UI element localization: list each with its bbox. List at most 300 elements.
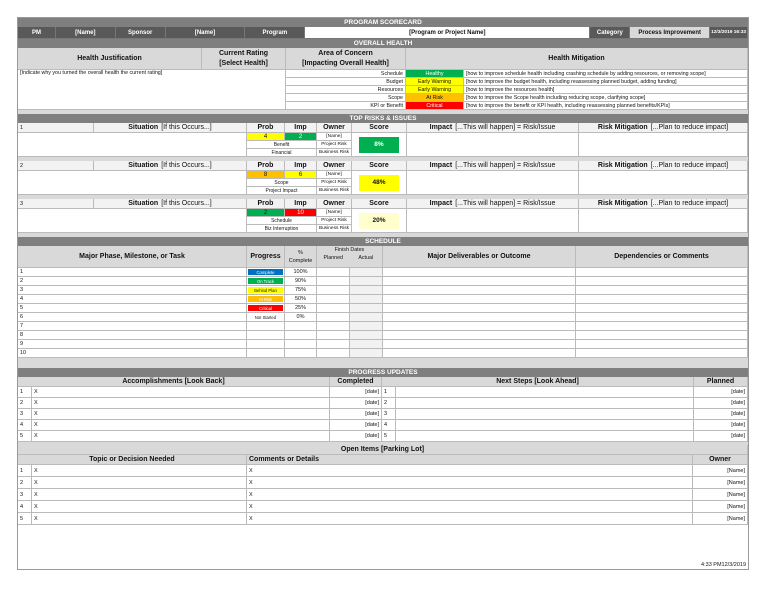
dependency-cell[interactable] (576, 304, 748, 313)
owner-field[interactable]: Business Risk (317, 187, 352, 195)
dependencies-header: Dependencies or Comments (576, 246, 748, 268)
schedule-row (18, 340, 748, 349)
scorecard-title: PROGRAM SCORECARD (18, 18, 748, 27)
progress-row (18, 387, 748, 398)
progress-row (18, 431, 748, 442)
progress-cell (247, 313, 285, 322)
situation-header (94, 199, 247, 209)
task-cell[interactable]: 4 (18, 295, 247, 304)
area-mitigation[interactable]: [how to improve the budget health, including reassessing planned budget, adding funding] (464, 78, 748, 86)
imp-header: Imp (285, 161, 317, 171)
mitigation-text[interactable] (579, 171, 748, 195)
pm-value[interactable]: [Name] (56, 27, 116, 39)
complete-label: Complete (288, 257, 313, 264)
impact-text[interactable] (407, 171, 579, 195)
spacer (18, 358, 748, 368)
topic-cell[interactable]: X (32, 513, 247, 525)
score-header: Score (352, 123, 407, 133)
planned-date[interactable]: [date] (694, 409, 748, 420)
accomplishments-header: Accomplishments [Look Back] (18, 377, 330, 387)
dependency-cell[interactable] (576, 313, 748, 322)
progress-rows (18, 387, 748, 442)
area-status[interactable]: Early Warning (406, 86, 464, 94)
health-area-row (286, 102, 748, 110)
situation-text[interactable] (18, 209, 247, 233)
deliverable-cell[interactable] (383, 277, 576, 286)
finish-dates-header (317, 246, 383, 268)
progress-status[interactable]: Not Started (248, 314, 283, 320)
prob-imp-values (247, 209, 317, 217)
row-number: 4 (382, 420, 396, 431)
actual-date[interactable] (350, 304, 383, 313)
completed-header: Completed (330, 377, 382, 387)
impact-hint: [...This will happen] = Risk/Issue (455, 124, 556, 131)
impact-hint: [...This will happen] = Risk/Issue (455, 200, 556, 207)
row-number: 2 (18, 477, 32, 489)
health-justification-text[interactable]: [Indicate why you turned the overall health the current rating] (18, 70, 286, 110)
next-step-cell[interactable] (396, 431, 694, 442)
mitigation-text[interactable] (579, 209, 748, 233)
planned-date[interactable] (317, 322, 350, 331)
owner-block (317, 133, 352, 157)
topic-header: Topic or Decision Needed (18, 455, 247, 465)
open-items-title-row (18, 445, 748, 455)
deliverable-cell[interactable] (383, 304, 576, 313)
planned-date[interactable] (317, 331, 350, 340)
finish-dates-sub (317, 255, 382, 267)
progress-header (18, 377, 748, 387)
situation-header (94, 161, 247, 171)
top-risks-bar: TOP RISKS & ISSUES (18, 114, 748, 123)
health-header-row (18, 48, 748, 70)
progress-header: Progress (247, 246, 285, 268)
row-number: 2 (382, 398, 396, 409)
schedule-row (18, 304, 748, 313)
deliverables-header: Major Deliverables or Outcome (383, 246, 576, 268)
completed-date[interactable]: [date] (330, 398, 382, 409)
topic-cell[interactable]: X (32, 501, 247, 513)
open-item-row (18, 465, 748, 477)
next-step-cell[interactable] (396, 420, 694, 431)
actual-date[interactable] (350, 322, 383, 331)
task-cell[interactable]: 8 (18, 331, 247, 340)
prob-value[interactable]: 4 (247, 133, 285, 141)
progress-status[interactable]: Complete (248, 269, 283, 275)
completed-date[interactable]: [date] (330, 409, 382, 420)
actual-date[interactable] (350, 286, 383, 295)
schedule-row (18, 331, 748, 340)
actual-date[interactable] (350, 277, 383, 286)
area-name: Scope (286, 94, 406, 102)
progress-updates-bar: PROGRESS UPDATES (18, 368, 748, 377)
owner-block (317, 171, 352, 195)
risk-number: 1 (18, 123, 94, 133)
progress-cell (247, 304, 285, 313)
risk-subcategory[interactable]: Project Impact (247, 187, 317, 195)
category-label: Category (590, 27, 630, 39)
pct-complete[interactable] (285, 322, 317, 331)
prob-header: Prob (247, 199, 285, 209)
select-health[interactable]: [Select Health] (219, 59, 268, 67)
actual-date[interactable] (350, 313, 383, 322)
area-name: Resources (286, 86, 406, 94)
planned-date[interactable]: [date] (694, 398, 748, 409)
mitigation-header (579, 161, 748, 171)
prob-value[interactable]: 2 (247, 209, 285, 217)
progress-cell (247, 340, 285, 349)
dependency-cell[interactable] (576, 286, 748, 295)
next-step-cell[interactable] (396, 409, 694, 420)
pct-complete[interactable]: 100% (285, 268, 317, 277)
sponsor-label: Sponsor (116, 27, 166, 39)
prob-imp-values (247, 171, 317, 179)
schedule-rows (18, 268, 748, 358)
situation-hint: [If this Occurs...] (161, 162, 212, 169)
planned-date[interactable] (317, 313, 350, 322)
owner-block (317, 209, 352, 233)
dependency-cell[interactable] (576, 295, 748, 304)
risk-subcategory[interactable]: Financial (247, 149, 317, 157)
current-rating-label: Current Rating (219, 49, 268, 57)
owner-field[interactable]: [Name] (317, 133, 352, 141)
progress-cell (247, 286, 285, 295)
schedule-row (18, 277, 748, 286)
row-number: 5 (382, 431, 396, 442)
impact-header (407, 161, 579, 171)
pct-complete[interactable]: 50% (285, 295, 317, 304)
risk-category[interactable]: Benefit (247, 141, 317, 149)
risk-category[interactable]: Schedule (247, 217, 317, 225)
area-status[interactable]: Critical (406, 102, 464, 110)
accomplishment-cell[interactable]: X (32, 398, 330, 409)
row-number: 5 (18, 431, 32, 442)
progress-cell (247, 295, 285, 304)
area-status[interactable]: Healthy (406, 70, 464, 78)
risk-body-row (18, 171, 748, 195)
schedule-row (18, 322, 748, 331)
sponsor-value[interactable]: [Name] (166, 27, 246, 39)
area-mitigation[interactable]: [how to improve schedule health including crashing schedule by adding resources, or removing scope] (464, 70, 748, 78)
pct-complete[interactable] (285, 331, 317, 340)
schedule-row (18, 349, 748, 358)
deliverable-cell[interactable] (383, 286, 576, 295)
owner-field[interactable]: [Name] (317, 209, 352, 217)
owner-header: Owner (693, 455, 748, 465)
planned-date[interactable] (317, 286, 350, 295)
pm-label: PM (18, 27, 56, 39)
mitigation-hint: [...Plan to reduce impact] (650, 200, 729, 207)
health-justification-header: Health Justification (18, 48, 202, 70)
planned-date[interactable] (317, 295, 350, 304)
area-name: Schedule (286, 70, 406, 78)
owner-field[interactable]: [Name] (317, 171, 352, 179)
open-item-row (18, 501, 748, 513)
completed-date[interactable]: [date] (330, 431, 382, 442)
imp-value[interactable]: 6 (285, 171, 317, 179)
prob-imp-block (247, 133, 317, 157)
area-of-concern-label: Area of Concern (318, 49, 373, 57)
imp-value[interactable]: 10 (285, 209, 317, 217)
health-area-row (286, 86, 748, 94)
owner-field[interactable]: Business Risk (317, 149, 352, 157)
task-cell[interactable]: 10 (18, 349, 247, 358)
schedule-bar: SCHEDULE (18, 237, 748, 246)
comment-cell[interactable]: X (247, 477, 693, 489)
owner-header: Owner (317, 199, 352, 209)
owner-cell[interactable]: [Name] (693, 513, 748, 525)
actual-date[interactable] (350, 268, 383, 277)
comments-header: Comments or Details (247, 455, 693, 465)
impact-label: Impact (429, 200, 453, 207)
topic-cell[interactable]: X (32, 477, 247, 489)
progress-cell (247, 349, 285, 358)
deliverable-cell[interactable] (383, 313, 576, 322)
impact-text[interactable] (407, 209, 579, 233)
pct-complete[interactable]: 75% (285, 286, 317, 295)
report-date: 12/3/2019 16:33 (710, 27, 748, 39)
risk-number: 2 (18, 161, 94, 171)
open-items-header (18, 455, 748, 465)
task-cell[interactable]: 5 (18, 304, 247, 313)
finish-dates-label: Finish Dates (334, 247, 365, 253)
progress-row (18, 420, 748, 431)
progress-status[interactable]: Critical (248, 305, 283, 311)
mitigation-label: Risk Mitigation (597, 162, 648, 169)
row-number: 3 (382, 409, 396, 420)
risk-header-row (18, 123, 748, 133)
risk-score: 8% (359, 137, 399, 153)
schedule-row (18, 313, 748, 322)
owner-field[interactable]: Project Risk (317, 141, 352, 149)
schedule-row (18, 295, 748, 304)
category-value[interactable]: Process Improvement (630, 27, 710, 39)
progress-cell (247, 322, 285, 331)
risk-category[interactable]: Scope (247, 179, 317, 187)
imp-header: Imp (285, 123, 317, 133)
area-name: Budget (286, 78, 406, 86)
row-number: 1 (18, 465, 32, 477)
health-area-row (286, 78, 748, 86)
owner-field[interactable]: Project Risk (317, 217, 352, 225)
actual-date[interactable] (350, 340, 383, 349)
risk-score: 48% (359, 175, 399, 191)
row-number: 4 (18, 501, 32, 513)
impact-hint: [...This will happen] = Risk/Issue (455, 162, 556, 169)
score-cell (352, 133, 407, 157)
risk-score: 20% (359, 213, 399, 229)
open-items-rows (18, 465, 748, 525)
planned-date[interactable]: [date] (694, 420, 748, 431)
progress-cell (247, 268, 285, 277)
planned-date[interactable] (317, 340, 350, 349)
current-rating-header (202, 48, 286, 70)
owner-field[interactable]: Business Risk (317, 225, 352, 233)
next-step-cell[interactable] (396, 398, 694, 409)
impact-label: Impact (429, 124, 453, 131)
topic-cell[interactable]: X (32, 465, 247, 477)
mitigation-header (579, 123, 748, 133)
pct-complete-header (285, 246, 317, 268)
planned-date[interactable]: [date] (694, 387, 748, 398)
topic-cell[interactable]: X (32, 489, 247, 501)
pct-complete[interactable] (285, 349, 317, 358)
health-body (18, 70, 748, 110)
comment-cell[interactable]: X (247, 465, 693, 477)
area-status[interactable]: At Risk (406, 94, 464, 102)
dependency-cell[interactable] (576, 331, 748, 340)
dependency-cell[interactable] (576, 349, 748, 358)
prob-imp-block (247, 209, 317, 233)
area-name: KPI or Benefit (286, 102, 406, 110)
impacting-label: [Impacting Overall Health] (302, 59, 389, 67)
task-cell[interactable]: 2 (18, 277, 247, 286)
deliverable-cell[interactable] (383, 322, 576, 331)
row-number: 2 (18, 398, 32, 409)
dependency-cell[interactable] (576, 322, 748, 331)
imp-header: Imp (285, 199, 317, 209)
phase-header: Major Phase, Milestone, or Task (18, 246, 247, 268)
planned-date[interactable] (317, 277, 350, 286)
score-header: Score (352, 199, 407, 209)
task-cell[interactable]: 6 (18, 313, 247, 322)
risk-header-row (18, 161, 748, 171)
situation-hint: [If this Occurs...] (161, 200, 212, 207)
accomplishment-cell[interactable]: X (32, 387, 330, 398)
health-areas (286, 70, 748, 110)
progress-cell (247, 331, 285, 340)
score-cell (352, 209, 407, 233)
situation-header (94, 123, 247, 133)
deliverable-cell[interactable] (383, 268, 576, 277)
situation-text[interactable] (18, 171, 247, 195)
completed-date[interactable]: [date] (330, 420, 382, 431)
row-number: 1 (382, 387, 396, 398)
accomplishment-cell[interactable]: X (32, 409, 330, 420)
owner-cell[interactable]: [Name] (693, 465, 748, 477)
accomplishment-cell[interactable]: X (32, 420, 330, 431)
planned-header: Planned (694, 377, 748, 387)
task-cell[interactable]: 3 (18, 286, 247, 295)
planned-date[interactable] (317, 268, 350, 277)
progress-status[interactable]: On Track (248, 278, 283, 284)
overall-health-bar: OVERALL HEALTH (18, 39, 748, 48)
accomplishment-cell[interactable]: X (32, 431, 330, 442)
owner-cell[interactable]: [Name] (693, 477, 748, 489)
open-item-row (18, 489, 748, 501)
situation-text[interactable] (18, 133, 247, 157)
pct-label: % (298, 249, 303, 256)
health-area-row (286, 70, 748, 78)
actual-date[interactable] (350, 349, 383, 358)
task-cell[interactable]: 1 (18, 268, 247, 277)
prob-value[interactable]: 8 (247, 171, 285, 179)
owner-header: Owner (317, 123, 352, 133)
header-row (18, 27, 748, 39)
progress-status[interactable]: At Risk (248, 296, 283, 302)
dependency-cell[interactable] (576, 340, 748, 349)
actual-label: Actual (358, 255, 374, 261)
health-mitigation-header: Health Mitigation (406, 48, 748, 70)
pct-complete[interactable]: 25% (285, 304, 317, 313)
pct-complete[interactable]: 90% (285, 277, 317, 286)
owner-cell[interactable]: [Name] (693, 489, 748, 501)
risk-body-row (18, 133, 748, 157)
score-cell (352, 171, 407, 195)
situation-label: Situation (128, 200, 159, 207)
actual-date[interactable] (350, 295, 383, 304)
program-scorecard (17, 17, 749, 570)
next-steps-header: Next Steps [Look Ahead] (382, 377, 694, 387)
area-status[interactable]: Early Warning (406, 78, 464, 86)
owner-cell[interactable]: [Name] (693, 501, 748, 513)
task-cell[interactable]: 9 (18, 340, 247, 349)
deliverable-cell[interactable] (383, 340, 576, 349)
schedule-row (18, 286, 748, 295)
program-label: Program (245, 27, 305, 39)
open-item-row (18, 477, 748, 489)
risk-list (18, 123, 748, 233)
risk-subcategory[interactable]: Biz Interruption (247, 225, 317, 233)
owner-header: Owner (317, 161, 352, 171)
row-number: 3 (18, 489, 32, 501)
impact-header (407, 123, 579, 133)
next-step-cell[interactable] (396, 387, 694, 398)
impact-text[interactable] (407, 133, 579, 157)
mitigation-text[interactable] (579, 133, 748, 157)
owner-field[interactable]: Project Risk (317, 179, 352, 187)
pct-complete[interactable] (285, 340, 317, 349)
area-mitigation[interactable]: [how to improve the benefit or KPI health, including reassessing planned benefits/KPIs] (464, 102, 748, 110)
deliverable-cell[interactable] (383, 349, 576, 358)
prob-header: Prob (247, 161, 285, 171)
comment-cell[interactable]: X (247, 501, 693, 513)
situation-label: Situation (128, 124, 159, 131)
deliverable-cell[interactable] (383, 331, 576, 340)
mitigation-header (579, 199, 748, 209)
actual-date[interactable] (350, 331, 383, 340)
situation-hint: [If this Occurs...] (161, 124, 212, 131)
dependency-cell[interactable] (576, 268, 748, 277)
row-number: 4 (18, 420, 32, 431)
risk-number: 3 (18, 199, 94, 209)
planned-date[interactable] (317, 304, 350, 313)
comment-cell[interactable]: X (247, 489, 693, 501)
planned-date[interactable]: [date] (694, 431, 748, 442)
area-mitigation[interactable]: [how to improve the resources health] (464, 86, 748, 94)
open-item-row (18, 513, 748, 525)
program-value[interactable]: [Program or Project Name] (305, 27, 590, 39)
task-cell[interactable]: 7 (18, 322, 247, 331)
area-mitigation[interactable]: [how to improve the Scope health including reducing scope, clarifying scope] (464, 94, 748, 102)
row-number: 3 (18, 409, 32, 420)
dependency-cell[interactable] (576, 277, 748, 286)
area-of-concern-header (286, 48, 406, 70)
score-header: Score (352, 161, 407, 171)
pct-complete[interactable]: 0% (285, 313, 317, 322)
mitigation-hint: [...Plan to reduce impact] (650, 124, 729, 131)
progress-row (18, 398, 748, 409)
comment-cell[interactable]: X (247, 513, 693, 525)
health-area-row (286, 94, 748, 102)
imp-value[interactable]: 2 (285, 133, 317, 141)
mitigation-label: Risk Mitigation (597, 124, 648, 131)
deliverable-cell[interactable] (383, 295, 576, 304)
mitigation-label: Risk Mitigation (597, 200, 648, 207)
schedule-row (18, 268, 748, 277)
progress-status[interactable]: Behind Plan (248, 287, 283, 293)
planned-date[interactable] (317, 349, 350, 358)
completed-date[interactable]: [date] (330, 387, 382, 398)
